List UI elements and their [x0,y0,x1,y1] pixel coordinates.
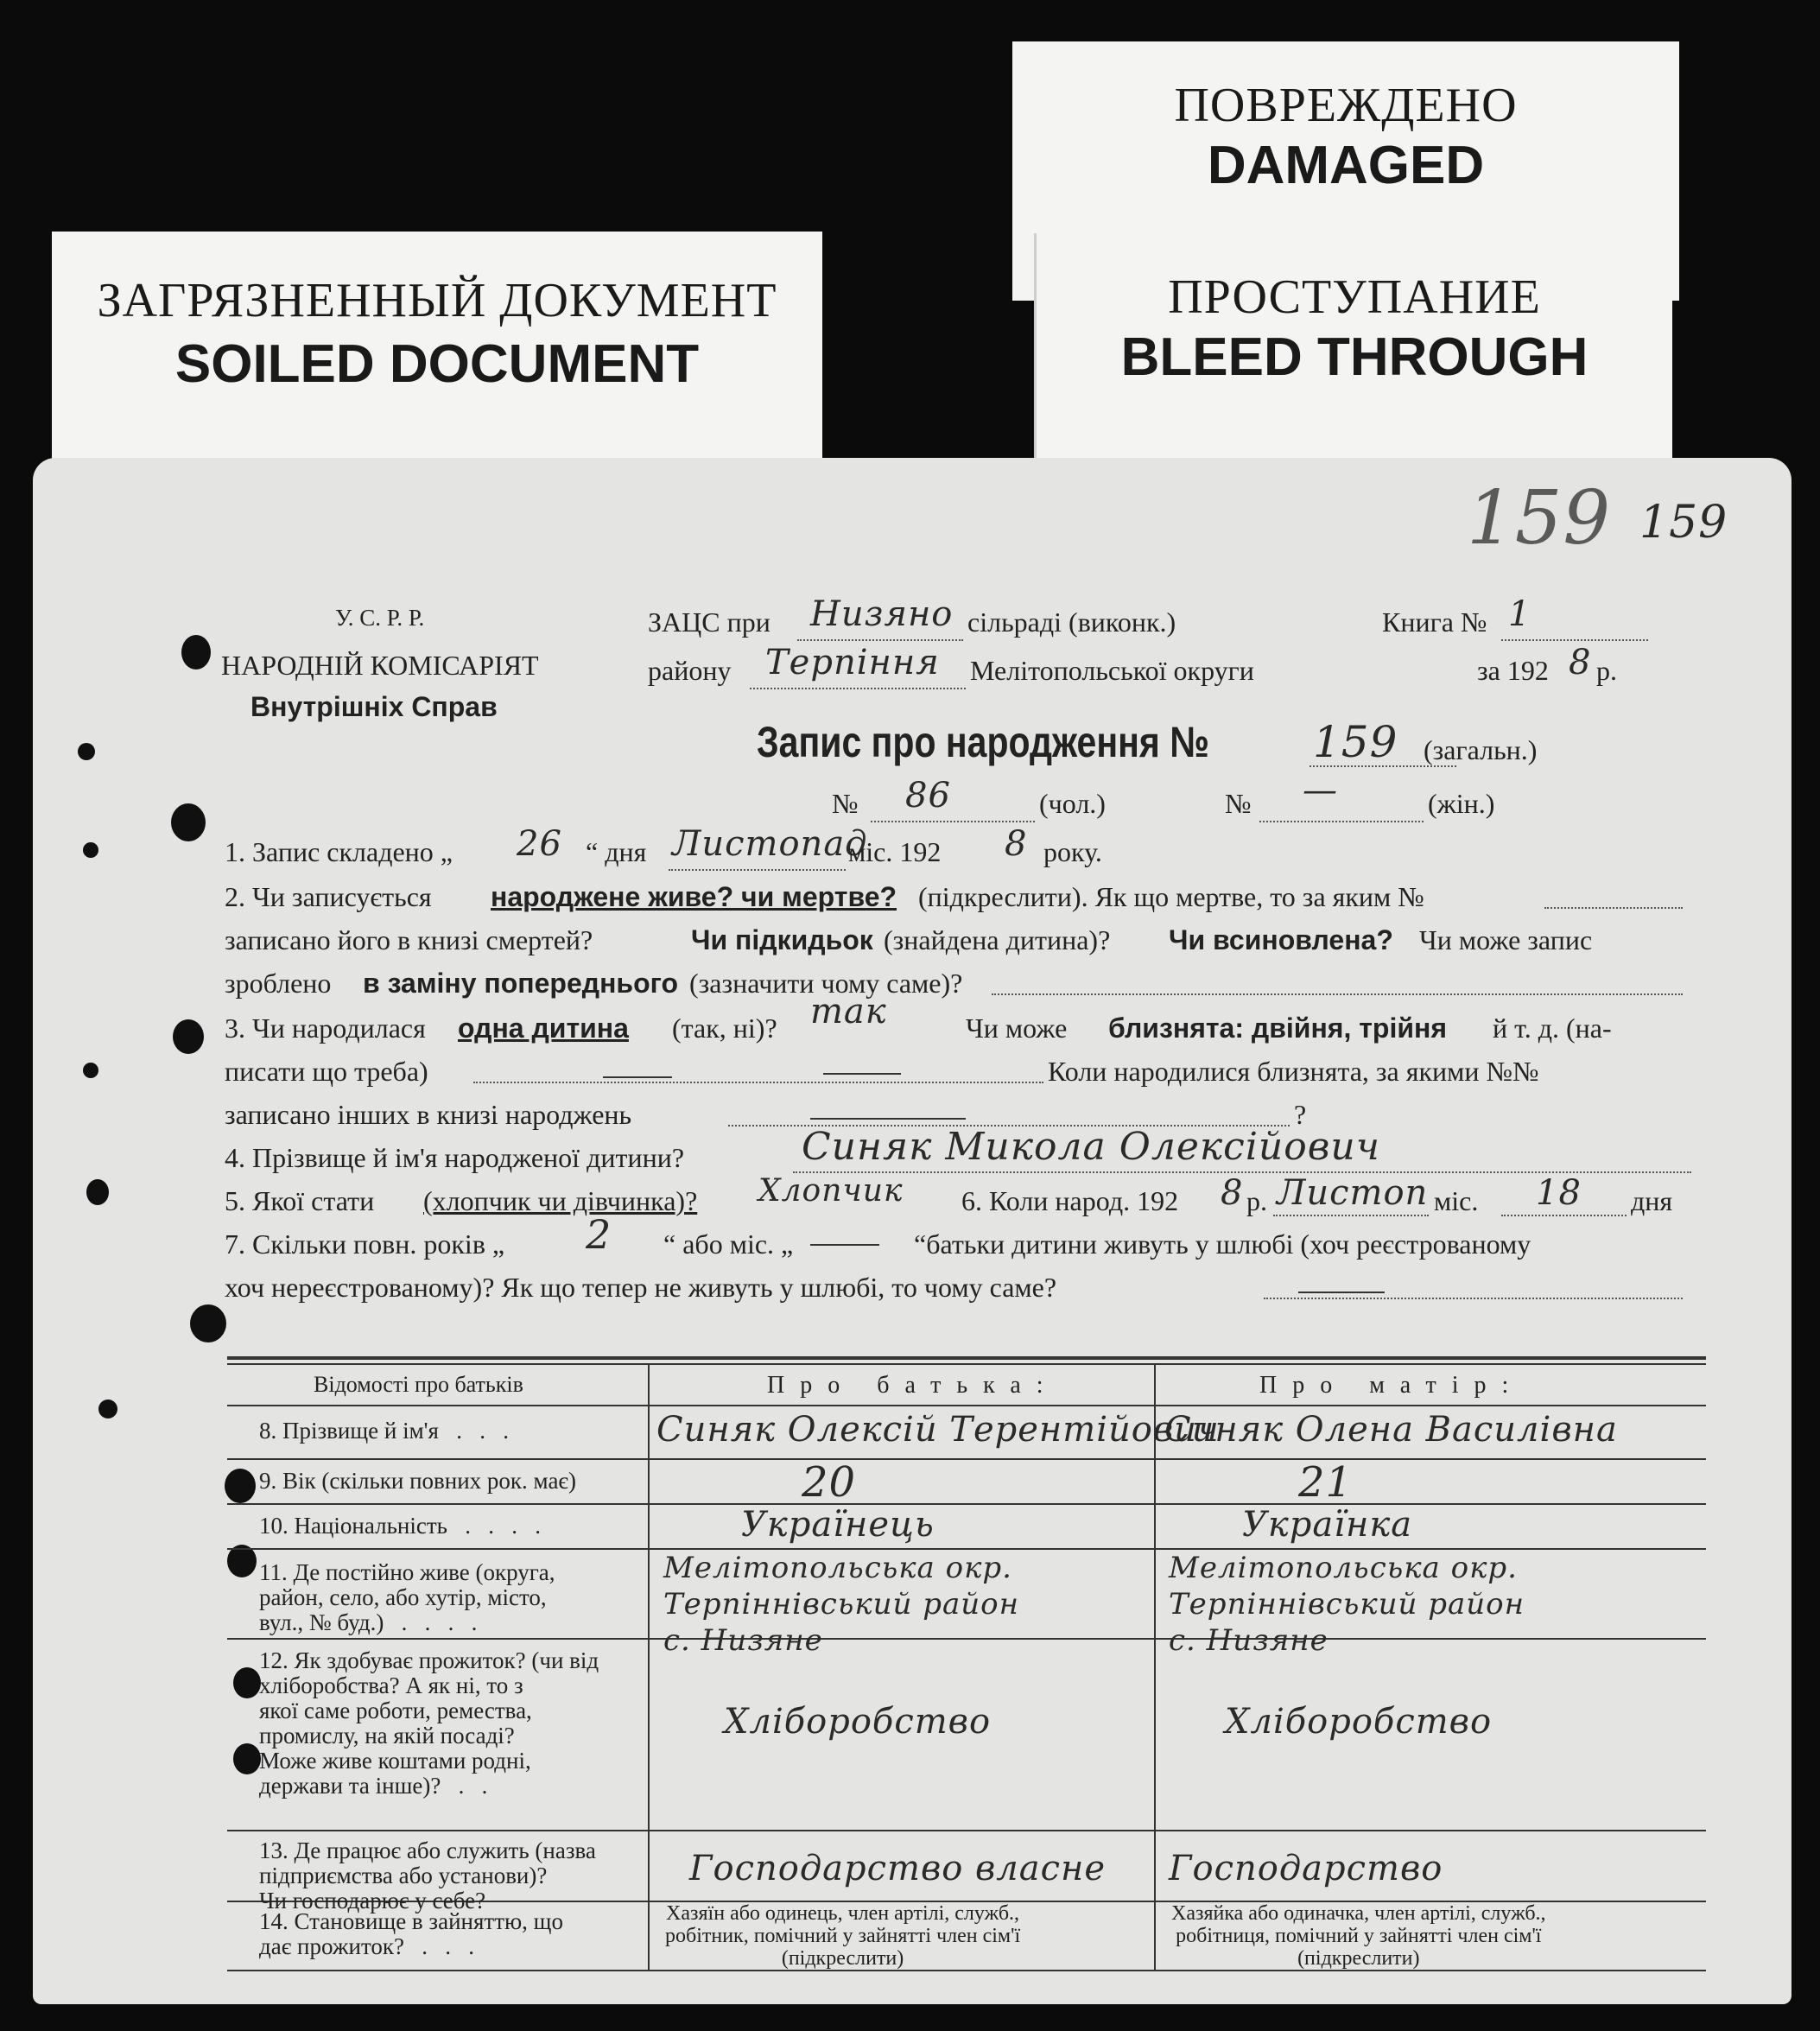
birth-record-form [33,458,1791,2004]
row12-label: 12. Як здобуває прожиток? (чи від хліборобства? А як ні, то з якої саме роботи, ремества, промислу, на якій посаді? Може живе коштами родні, держави та інше)? . . [259,1647,599,1799]
item1-d: року. [1043,836,1102,867]
item3-line2-b: Коли народилися близнята, за якими №№ [1048,1056,1539,1087]
item2-line3-c: (зазначити чому саме)? [689,968,963,999]
row9-label: 9. Вік (скільки повних рок. має) [259,1468,577,1494]
item7-line2: хоч нереєстрованому)? Як що тепер не живуть у шлюбі, то чому саме? [225,1272,1057,1303]
district-label: району [648,655,732,686]
damaged-label-en: DAMAGED [1207,136,1485,195]
row10-father: Українець [741,1505,935,1545]
row11-father: Мелітопольська окр. Терпіннівський район с. Низяне [663,1551,1020,1658]
record-title: Запис про народження № [757,718,1209,766]
row11-mother: Мелітопольська окр. Терпіннівський район с. Низяне [1169,1551,1525,1658]
general-label: (загальн.) [1424,734,1538,765]
item3-e: близнята: двійня, трійня [1108,1012,1447,1044]
row14-father: Хазяїн або одинець, член артілі, служб., робітник, помічний у зайнятті член сім'ї (підкреслити) [665,1902,1021,1970]
commissariat-header: НАРОДНІЙ КОМІСАРІЯТ [221,650,539,681]
item6-c: міс. [1434,1185,1479,1216]
zags-value: Низяно [810,594,954,634]
damaged-label-ru: ПОВРЕЖДЕНО [1174,79,1518,132]
ministry-header: Внутрішніх Справ [250,691,498,722]
row9-mother: 21 [1298,1458,1354,1507]
item3-line2-a: писати що треба) [225,1056,428,1087]
item2-b: народжене живе? чи мертве? [491,881,897,912]
punch-hole [78,743,95,760]
row9-father: 20 [802,1458,857,1507]
punch-hole [86,1179,109,1205]
female-no-label: № [1225,788,1252,819]
item1-year: 8 [1005,824,1028,864]
punch-hole [173,1019,204,1054]
row11-label: 11. Де постійно живе (округа, район, село, або хутір, місто, вул., № буд.) . . . . [259,1559,555,1635]
item3-f: й т. д. (на- [1493,1012,1612,1044]
item1-month: Листопад [672,824,868,864]
zags-prefix: ЗАЦС при [648,606,770,638]
item3-a: 3. Чи народилася [225,1012,426,1044]
item2-c: (підкреслити). Як що мертве, то за яким № [918,881,1424,912]
year-digit: 8 [1569,643,1592,682]
row13-label: 13. Де працює або служить (назва підприємства або установи)? Чи господарює у себе? [259,1837,596,1914]
page-number-small: 159 [1639,497,1728,549]
item2-line3-b: в заміну попереднього [363,968,679,999]
row8-father: Синяк Олексій Терентійович [656,1410,1220,1450]
punch-hole [83,842,98,858]
row10-mother: Українка [1242,1505,1413,1545]
item3-d: Чи може [966,1012,1068,1044]
item4-a: 4. Прізвище й ім'я народженої дитини? [225,1142,685,1173]
zags-suffix: сільраді (виконк.) [967,606,1176,638]
record-number: 159 [1313,717,1398,767]
col-header-father: Про батька: [767,1372,1059,1399]
row8-mother: Синяк Олена Василівна [1164,1410,1618,1450]
bleed-label-ru: ПРОСТУПАНИЕ [1168,270,1541,324]
item3-c: (так, ні)? [672,1012,777,1044]
item6-b: р. [1246,1185,1267,1216]
punch-hole [171,803,206,841]
col-header-mother: Про матір: [1259,1372,1525,1399]
punch-hole [83,1063,98,1078]
row13-father: Господарство власне [689,1849,1107,1888]
row8-label: 8. Прізвище й ім'я . . . [259,1418,509,1444]
row13-mother: Господарство [1169,1849,1443,1888]
book-value: 1 [1508,594,1531,634]
item2-line2-b: Чи підкидьок [691,924,873,955]
row12-father: Хліборобство [724,1702,992,1742]
punch-hole [233,1667,261,1698]
year-label: за 192 [1477,655,1549,686]
col-header-info: Відомості про батьків [314,1372,523,1397]
soiled-label-ru: ЗАГРЯЗНЕННЫЙ ДОКУМЕНТ [97,274,777,327]
item2-line3-a: зроблено [225,968,332,999]
item2-line2-c: (знайдена дитина)? [884,924,1111,955]
item7-years: 2 [586,1211,612,1258]
item1-a: 1. Запис складено „ [225,836,453,867]
page-number: 159 [1467,475,1612,562]
item4-value: Синяк Микола Олексійович [802,1125,1381,1169]
year-suffix: р. [1596,655,1617,686]
male-label: (чол.) [1039,788,1106,819]
item6-a: 6. Коли народ. 192 [961,1185,1179,1216]
bleed-through-label [1037,233,1672,458]
item5-value: Хлопчик [758,1173,904,1209]
item7-b: “ або міс. „ [663,1228,794,1260]
row10-label: 10. Національність . . . . [259,1513,541,1539]
item1-c: міс. 192 [848,836,942,867]
okrug-label: Мелітопольської округи [970,655,1254,686]
punch-hole [98,1399,117,1419]
item6-d: дня [1631,1185,1673,1216]
item7-a: 7. Скільки повн. років „ [225,1228,505,1260]
row14-label: 14. Становище в зайняттю, що дає прожиток? . . . [259,1908,563,1959]
male-no-label: № [832,788,859,819]
district-value: Терпіння [765,643,940,682]
item5-a: 5. Якої стати [225,1185,375,1216]
bleed-label-en: BLEED THROUGH [1120,327,1589,387]
item5-b: (хлопчик чи дівчинка)? [423,1185,698,1216]
item2-line2-d: Чи всиновлена? [1169,924,1393,955]
item3-line3-b: ? [1294,1099,1307,1130]
item1-b: “ дня [586,836,647,867]
female-no-value: — [1303,771,1338,810]
male-no-value: 86 [905,776,951,816]
soiled-document-label [52,232,822,482]
punch-hole [225,1469,256,1503]
book-label: Книга № [1382,606,1487,638]
punch-hole [181,635,211,670]
item3-b: одна дитина [458,1012,629,1044]
punch-hole [190,1304,226,1342]
item3-line3-a: записано інших в книзі народжень [225,1099,632,1130]
row12-mother: Хліборобство [1225,1702,1493,1742]
item7-c: “батьки дитини живуть у шлюбі (хоч реєстрованому [914,1228,1531,1260]
item2-line2-e: Чи може запис [1419,924,1593,955]
soiled-label-en: SOILED DOCUMENT [174,334,700,394]
item6-month: Листоп [1277,1173,1429,1213]
item2-a: 2. Чи записується [225,881,432,912]
item3-value: так [810,992,887,1031]
female-label: (жін.) [1428,788,1495,819]
republic-header: У. С. Р. Р. [335,605,425,631]
punch-hole [233,1743,261,1774]
item6-day: 18 [1536,1173,1582,1213]
item2-line2-a: записано його в книзі смертей? [225,924,593,955]
row14-mother: Хазяйка або одиначка, член артілі, служб., робітниця, помічний у зайнятті член сім'ї (підкреслити) [1171,1902,1546,1970]
item6-year: 8 [1221,1173,1244,1213]
item1-day: 26 [517,824,562,864]
